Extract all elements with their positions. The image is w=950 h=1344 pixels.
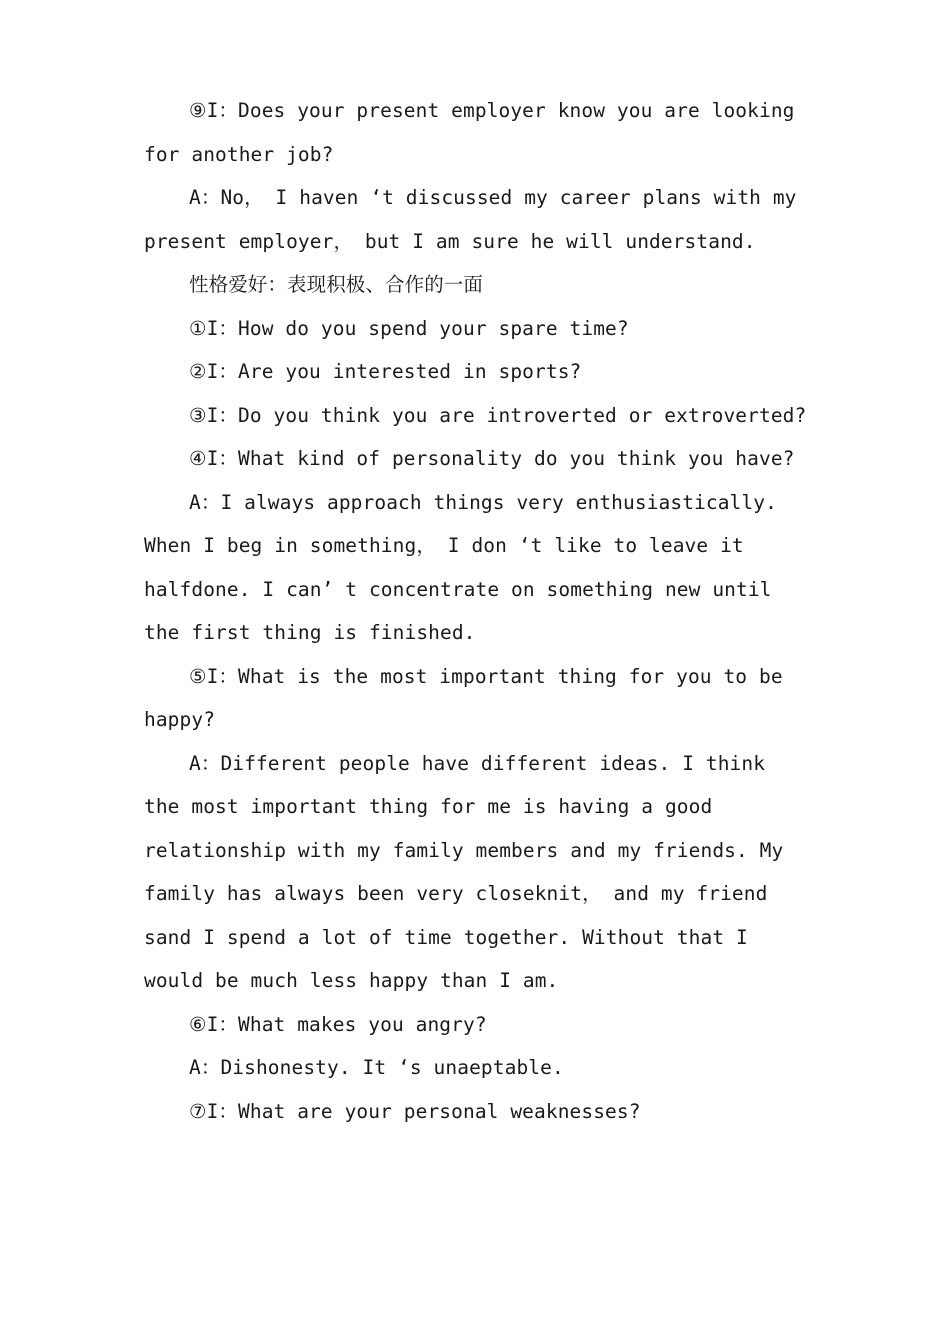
question-paragraph: ③I：Do you think you are introverted or extroverted?: [189, 403, 807, 427]
document-body: [144, 89, 809, 1133]
question-paragraph: ①I：How do you spend your spare time?: [189, 316, 629, 340]
answer-paragraph: A：Different people have different ideas. I think the most important thing for me is having a good relationship with my family members and my friends. My family has always been very closeknit， and my friend sand I spend a lot of time together. Without that I would be much less happy than I am.: [144, 751, 796, 992]
question-paragraph: ⑦I：What are your personal weaknesses?: [189, 1099, 641, 1123]
question-paragraph: ⑥I：What makes you angry?: [189, 1012, 487, 1036]
answer-paragraph: A：I always approach things very enthusiastically. When I beg in something， I don ‘t like to leave it halfdone. I can’ t concentrate on something new until the first thing is finished.: [144, 490, 789, 644]
answer-paragraph: A：Dishonesty. It ‘s unaeptable.: [189, 1056, 564, 1079]
question-paragraph: ⑨I：Does your present employer know you are looking for another job?: [144, 99, 807, 166]
section-heading: 性格爱好：表现积极、合作的一面: [189, 273, 484, 296]
question-paragraph: ④I：What kind of personality do you think you have?: [189, 447, 795, 470]
question-paragraph: ②I：Are you interested in sports?: [189, 360, 582, 383]
question-paragraph: ⑤I：What is the most important thing for you to be happy?: [144, 664, 795, 731]
answer-paragraph: A：No， I haven ‘t discussed my career plans with my present employer， but I am sure he will understand.: [144, 186, 809, 253]
